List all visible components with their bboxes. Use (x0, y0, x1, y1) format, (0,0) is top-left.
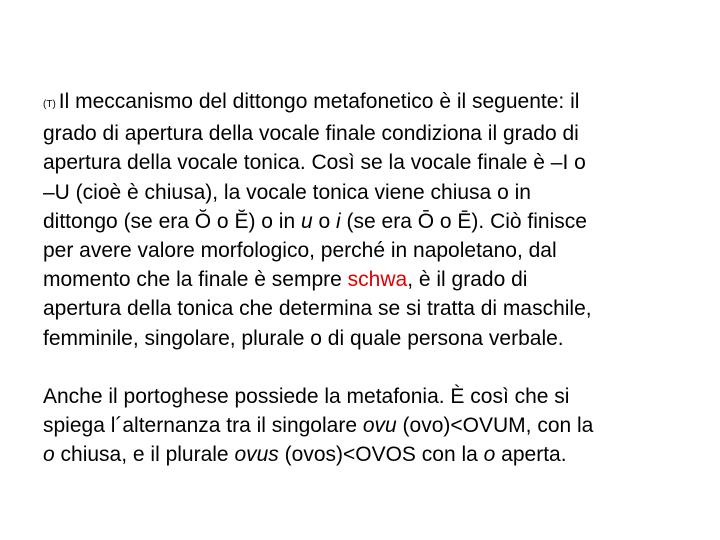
text-segment: (se era Ō o Ē). Ciò finisce (340, 209, 587, 233)
italic-term: o (43, 443, 55, 467)
text-line (43, 440, 683, 469)
text-line (43, 207, 683, 236)
paragraph-marker: (T) (43, 99, 56, 110)
text-line: grado di apertura della vocale finale condiziona il grado di (43, 122, 579, 146)
text-line: apertura della tonica che determina se si tratta di maschile, (43, 297, 592, 321)
text-segment: o (312, 209, 337, 233)
text-line: apertura della vocale tonica. Così se la vocale finale è –I o (43, 151, 586, 175)
text-line (43, 87, 683, 119)
text-line (43, 411, 683, 440)
text-line: Anche il portoghese possiede la metafonia. È così che si (43, 384, 570, 408)
text-segment: aperta. (495, 443, 567, 467)
paragraph-metafonia-dittongo (43, 87, 683, 353)
italic-term: u (300, 209, 313, 233)
text-segment: (ovos)<OVOS con la (278, 443, 484, 467)
text-segment: Il meccanismo del dittongo metafonetico è il seguente: il (58, 90, 580, 113)
paragraph-portoghese (43, 382, 683, 470)
italic-term: i (336, 209, 341, 233)
text-line: –U (cioè è chiusa), la vocale tonica viene chiusa o in (43, 180, 531, 204)
text-segment: (ovo)<OVUM, con la (396, 414, 594, 438)
italic-term: ovu (362, 414, 397, 438)
text-segment: , è il grado di (407, 268, 528, 292)
text-segment: momento che la finale è sempre (43, 268, 348, 292)
highlighted-term-schwa: schwa (347, 268, 408, 292)
text-line: femminile, singolare, plurale o di quale persona verbale. (43, 326, 564, 350)
text-segment: spiega l´alternanza tra il singolare (43, 414, 363, 438)
text-line (43, 265, 683, 294)
italic-term: ovus (234, 443, 279, 467)
text-segment: dittongo (se era Ŏ o Ĕ) o in (43, 209, 301, 233)
italic-term: o (483, 443, 496, 467)
slide-body (43, 87, 683, 469)
text-line: per avere valore morfologico, perché in napoletano, dal (43, 239, 557, 263)
text-segment: chiusa, e il plurale (54, 443, 235, 467)
